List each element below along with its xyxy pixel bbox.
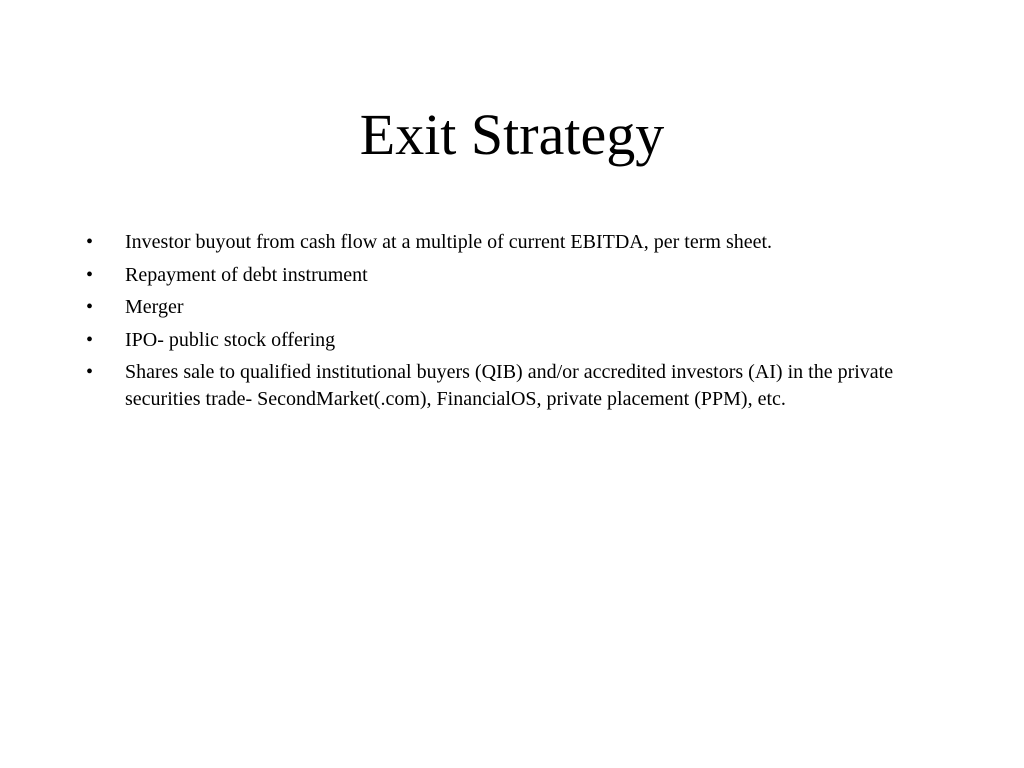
bullet-icon: • <box>86 296 94 318</box>
bullet-list <box>86 229 946 419</box>
list-item <box>86 327 946 354</box>
bullet-text: Investor buyout from cash flow at a multiple of current EBITDA, per term sheet. <box>125 231 773 253</box>
bullet-icon: • <box>86 263 94 286</box>
bullet-icon: • <box>86 328 94 351</box>
list-item <box>86 229 946 256</box>
bullet-text: Merger <box>125 296 184 318</box>
bullet-icon: • <box>86 231 94 253</box>
list-item <box>86 294 946 321</box>
bullet-text: Repayment of debt instrument <box>125 263 368 286</box>
slide-title: Exit Strategy <box>359 102 665 167</box>
bullet-icon: • <box>86 361 94 383</box>
bullet-text: IPO- public stock offering <box>125 328 336 351</box>
bullet-text: Shares sale to qualified institutional buyers (QIB) and/or accredited investors (AI) in the private securities trade- SecondMarket(.com), FinancialOS, private placement (PPM), etc. <box>125 361 894 410</box>
list-item <box>86 359 946 413</box>
list-item <box>86 262 946 289</box>
